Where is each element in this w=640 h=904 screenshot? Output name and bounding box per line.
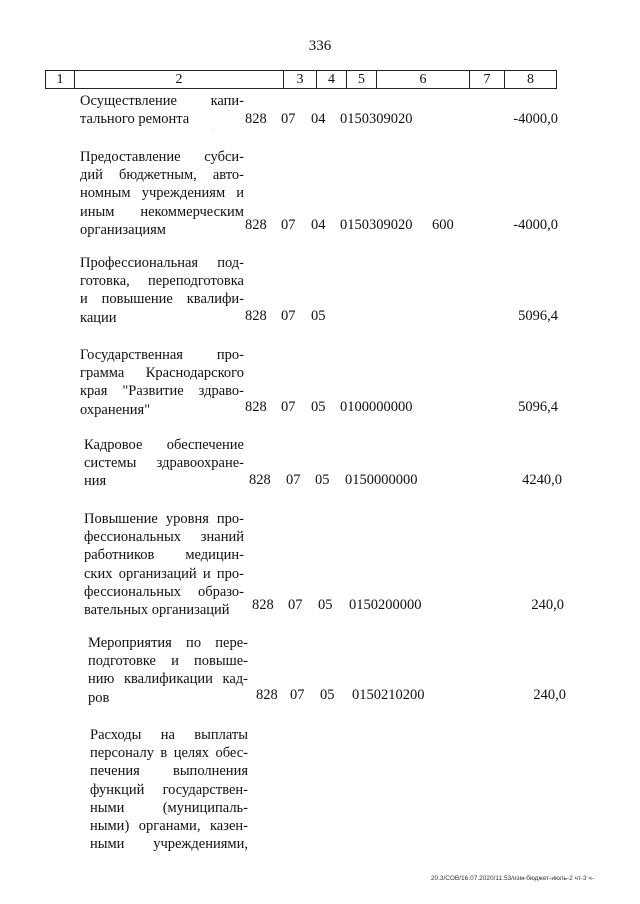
row-8-line-7: ными учреждениями, (90, 836, 248, 853)
row-7-col-6: 0150210200 (352, 687, 425, 703)
row-8-line-1: Расходы на выплаты (90, 727, 248, 743)
row-2-line-1: Предоставление субси- (80, 149, 244, 165)
row-7-line-2: подготовке и повыше- (88, 653, 248, 670)
row-2-col-3: 828 (245, 217, 267, 233)
row-4-line-1: Государственная про- (80, 347, 244, 363)
row-8-description (90, 726, 248, 853)
row-5-col-8: 4240,0 (522, 472, 562, 488)
row-6-col-6: 0150200000 (349, 597, 422, 613)
row-5-col-5: 05 (315, 472, 330, 488)
row-5-description (84, 436, 244, 491)
row-1-line-2: тального ремонта (80, 111, 190, 128)
row-6-description (84, 510, 244, 619)
header-col-6: 6 (419, 72, 427, 87)
row-7-line-3: нию квалификации кад- (88, 671, 248, 688)
row-2-line-3: номным учреждениям и (80, 185, 244, 202)
row-1-line-1: Осуществление капи- (80, 93, 244, 109)
row-6-line-2: фессиональных знаний (84, 529, 244, 546)
page-number: 336 (308, 38, 332, 54)
row-1-col-8: -4000,0 (513, 111, 558, 127)
row-6-col-4: 07 (288, 597, 303, 613)
row-4-col-6: 0100000000 (340, 399, 413, 415)
row-2-line-5: организациям (80, 221, 166, 238)
row-4-line-2: грамма Краснодарского (80, 365, 244, 382)
document-footer: 20.3/СОВ/16.07.2020/11:53/изм-бюджет-июль-2 чт-3 ч- (430, 875, 594, 882)
row-1-col-4: 07 (281, 111, 296, 127)
header-col-7: 7 (483, 72, 491, 87)
row-4-col-8: 5096,4 (518, 399, 558, 415)
row-2-line-2: дий бюджетным, авто- (80, 167, 244, 184)
row-1-col-6: 0150309020 (340, 111, 413, 127)
row-2-col-6: 0150309020 (340, 217, 413, 233)
row-1-col-3: 828 (245, 111, 267, 127)
row-3-line-4: кации (80, 309, 117, 326)
row-3-line-3: и повышение квалифи- (80, 291, 244, 308)
row-7-line-4: ров (88, 689, 110, 706)
row-4-description (80, 346, 244, 419)
row-6-line-4: ских организаций и про- (84, 565, 244, 582)
header-col-1: 1 (56, 72, 64, 87)
row-6-col-5: 05 (318, 597, 333, 613)
row-6-line-1: Повышение уровня про- (84, 511, 244, 527)
table-header (45, 70, 557, 89)
row-2-col-7: 600 (432, 217, 454, 233)
row-1-description (80, 92, 244, 128)
row-5-line-2: системы здравоохране- (84, 455, 244, 472)
row-3-description (80, 254, 244, 327)
row-8-line-3: печения выполнения (90, 763, 248, 780)
row-6-col-8: 240,0 (531, 597, 564, 613)
row-8-line-2: персоналу в целях обес- (90, 745, 248, 762)
row-3-col-3: 828 (245, 308, 267, 324)
header-col-8: 8 (527, 72, 534, 87)
row-3-line-2: готовка, переподготовка (80, 273, 244, 290)
row-2-line-4: иным некоммерческим (80, 203, 244, 220)
row-2-col-4: 07 (281, 217, 296, 233)
row-3-col-5: 05 (311, 308, 326, 324)
header-col-2: 2 (175, 72, 183, 87)
row-6-line-5: фессиональных образо- (84, 583, 244, 600)
row-2-col-5: 04 (311, 217, 326, 233)
row-7-col-4: 07 (290, 687, 305, 703)
row-4-line-4: охранения" (80, 401, 151, 418)
row-8-line-4: функций государствен- (90, 781, 248, 798)
row-8-line-6: ными) органами, казен- (90, 818, 248, 835)
row-4-col-5: 05 (311, 399, 326, 415)
row-2-col-8: -4000,0 (513, 217, 558, 233)
row-7-description (88, 634, 248, 707)
row-4-col-4: 07 (281, 399, 296, 415)
row-3-line-1: Профессиональная под- (80, 255, 244, 271)
row-7-line-1: Мероприятия по пере- (88, 635, 248, 651)
row-7-col-5: 05 (320, 687, 335, 703)
header-col-3: 3 (296, 72, 304, 87)
row-6-line-6: вательных организаций (84, 602, 230, 619)
row-3-col-8: 5096,4 (518, 308, 558, 324)
row-5-line-3: ния (84, 473, 107, 490)
header-col-5: 5 (358, 72, 365, 87)
row-6-col-3: 828 (252, 597, 274, 613)
row-5-col-6: 0150000000 (345, 472, 418, 488)
row-2-description (80, 148, 244, 239)
row-5-col-4: 07 (286, 472, 301, 488)
row-4-col-3: 828 (245, 399, 267, 415)
row-6-line-3: работников медицин- (84, 547, 244, 564)
row-7-col-8: 240,0 (533, 687, 566, 703)
row-4-line-3: края "Развитие здраво- (80, 383, 244, 400)
row-7-col-3: 828 (256, 687, 278, 703)
row-5-col-3: 828 (249, 472, 271, 488)
header-col-4: 4 (328, 72, 335, 87)
row-1-col-5: 04 (311, 111, 326, 127)
row-5-line-1: Кадровое обеспечение (84, 437, 244, 453)
row-8-line-5: ными (муниципаль- (90, 799, 248, 816)
row-3-col-4: 07 (281, 308, 296, 324)
